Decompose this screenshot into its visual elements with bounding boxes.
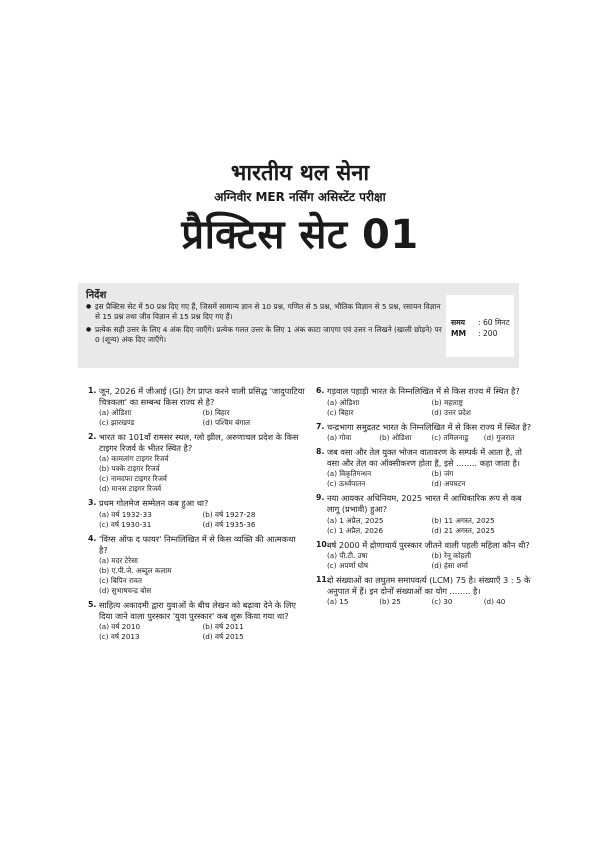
option: (a) मदर टेरेसा — [99, 556, 138, 566]
option: (c) अपर्णा घोष — [327, 561, 369, 571]
question-text: 'विंग्स ऑफ द फायर' निम्नलिखित में से किस व्यक्ति की आत्मकथा है? — [99, 533, 296, 555]
option: (d) हंसा शर्मा — [431, 561, 468, 571]
question-number: 3. — [88, 498, 97, 508]
option: (b) वर्ष 2011 — [202, 622, 244, 632]
question-number: 4. — [88, 533, 97, 543]
question-text: भारत का 101वाँ रामसर स्थल, ग्लो झील, अरुणाचल प्रदेश के किस टाइगर रिजर्व के भीतर स्थित है? — [99, 432, 299, 453]
option: (d) 21 अगस्त, 2025 — [431, 525, 495, 535]
time-label: समय — [451, 318, 466, 327]
exam-subtitle: अग्निवीर MER नर्सिंग असिस्टेंट परीक्षा — [214, 190, 386, 204]
option: (d) वर्ष 1935-36 — [202, 519, 256, 529]
option: (a) वर्ष 1932-33 — [99, 509, 152, 519]
option: (d) मानस टाइगर रिजर्व — [99, 484, 162, 494]
questions-right-column — [316, 386, 536, 611]
question-text: दो संख्याओं का लघुतम समापवर्त्य (LCM) 75 है। संख्याएँ 3 : 5 के अनुपात में हैं। इन दोनों संख्याओं का योग ........ है। — [327, 575, 531, 596]
option: (c) तमिलनाडु — [431, 433, 469, 443]
question-number: 10. — [316, 539, 330, 549]
option: (c) बिपिन रावत — [99, 576, 142, 586]
question-text: प्रथम गोलमेज सम्मेलन कब हुआ था? — [99, 498, 209, 509]
option: (b) 11 अगस्त, 2025 — [431, 515, 495, 525]
question-item — [88, 432, 306, 494]
page-header — [0, 160, 600, 261]
option: (c) वर्ष 2013 — [99, 632, 140, 642]
question-item — [88, 498, 306, 530]
set-title: प्रैक्टिस सेट 01 — [181, 212, 419, 258]
question-number: 1. — [88, 386, 97, 395]
instruction-item: ● इस प्रैक्टिस सेट में 50 प्रश्न दिए गए हैं, जिसमें सामान्य ज्ञान से 10 प्रश्न, गणित से 5 प्रश्न, भौतिक विज्ञान से 5 प्रश्न, रसायन विज्ञान से 15 प्रश्न तथा जीव विज्ञान से 15 प्रश्न दिए गए हैं। — [86, 302, 444, 323]
question-item — [316, 447, 536, 489]
option: (c) 30 — [431, 597, 453, 607]
question-text: चन्द्रभागा समुद्रतट भारत के निम्नलिखित में से किस राज्य में स्थित है? — [327, 421, 532, 432]
question-text: वर्ष 2000 में द्रोणाचार्य पुरस्कार जीतने वाली पहली महिला कौन थी? — [327, 539, 530, 550]
marks-label: MM — [451, 329, 467, 338]
question-text: जून, 2026 में जीआई (GI) टैग प्राप्त करने वाली प्रसिद्ध 'जादुपाटिया चित्रकला' का सम्बन्ध किस राज्य से है? — [99, 386, 305, 407]
exam-meta — [446, 295, 514, 357]
question-number: 9. — [316, 493, 325, 503]
option: (a) वर्ष 2010 — [99, 622, 141, 632]
option: (a) विकृतिगन्धन — [327, 469, 372, 479]
option: (d) गुजरात — [483, 433, 515, 443]
question-number: 7. — [316, 421, 325, 431]
question-number: 5. — [88, 600, 97, 610]
option: (c) बिहार — [327, 407, 354, 417]
question-text: साहित्य अकादमी द्वारा युवाओं के बीच लेखन को बढ़ावा देने के लिए दिया जाने वाला पुरस्कार 'युवा पुरस्कार' कब शुरू किया गया था? — [99, 600, 296, 621]
option: (c) वर्ष 1930-31 — [99, 519, 152, 529]
question-item — [316, 540, 536, 572]
option: (b) 25 — [379, 597, 401, 607]
option: (d) 40 — [483, 597, 506, 607]
option: (d) सुभाषचन्द्र बोस — [99, 586, 152, 596]
option: (b) पक्के टाइगर रिजर्व — [99, 464, 160, 474]
question-text: जब वसा और तेल युक्त भोजन वातावरण के सम्पर्क में आता है, तो वसा और तेल का ऑक्सीकरण होता है, इसे ........ कहा जाता है। — [327, 447, 522, 468]
instructions-list — [86, 302, 444, 348]
option: (a) कामलांग टाइगर रिजर्व — [99, 454, 169, 464]
option: (b) बिहार — [202, 408, 230, 418]
option: (c) 1 अप्रैल, 2026 — [327, 525, 384, 535]
question-number: 8. — [316, 447, 325, 457]
question-item — [316, 386, 536, 418]
option: (c) झारखण्ड — [99, 418, 135, 428]
option: (c) ऊर्ध्वपातन — [327, 479, 366, 489]
option: (d) उत्तर प्रदेश — [431, 407, 471, 417]
question-item — [88, 600, 306, 642]
option: (a) 15 — [327, 597, 349, 607]
question-number: 6. — [316, 386, 325, 395]
question-item — [316, 422, 536, 444]
instructions-box — [78, 283, 519, 368]
option: (b) जंग — [431, 469, 454, 479]
question-number: 2. — [88, 432, 97, 442]
marks-value: : 200 — [478, 329, 498, 338]
option: (c) नामदफा टाइगर रिजर्व — [99, 474, 167, 484]
option: (a) गोवा — [327, 433, 352, 443]
option: (a) 1 अप्रैल, 2025 — [327, 515, 384, 525]
option: (d) वर्ष 2015 — [202, 632, 244, 642]
question-item — [88, 534, 306, 596]
option: (b) महाराष्ट्र — [431, 397, 463, 407]
time-value: : 60 मिनट — [478, 318, 510, 327]
instruction-item: ● प्रत्येक सही उत्तर के लिए 4 अंक दिए जाएँगे। प्रत्येक गलत उत्तर के लिए 1 अंक काटा जाएगा एवं उत्तर न लिखने (खाली छोड़ने) पर 0 (शून्य) अंक दिए जाएँगे। — [86, 325, 444, 346]
question-number: 11. — [316, 575, 330, 585]
question-item — [88, 386, 306, 428]
option: (a) ओडिशा — [99, 408, 132, 418]
option: (b) वर्ष 1927-28 — [202, 509, 256, 519]
option: (a) पी.टी. उषा — [327, 551, 368, 561]
option: (b) रेनू कोहली — [431, 551, 472, 561]
question-item — [316, 575, 536, 607]
questions-left-column — [88, 386, 306, 646]
option: (b) ओडिशा — [379, 433, 412, 443]
option: (a) ओडिशा — [327, 397, 360, 407]
question-item — [316, 493, 536, 535]
question-text: नया आयकर अधिनियम, 2025 भारत में आधिकारिक रूप से कब लागू (प्रभावी) हुआ? — [327, 493, 522, 514]
option: (d) अपघटन — [431, 479, 466, 489]
option: (b) ए.पी.जे. अब्दुल कलाम — [99, 566, 172, 576]
instructions-heading: निर्देश — [86, 290, 107, 301]
page-title: भारतीय थल सेना — [230, 161, 370, 186]
question-text: गड़वाल पहाड़ी भारत के निम्नलिखित में से किस राज्य में स्थित है? — [327, 386, 520, 396]
option: (d) पश्चिम बंगाल — [202, 418, 250, 428]
